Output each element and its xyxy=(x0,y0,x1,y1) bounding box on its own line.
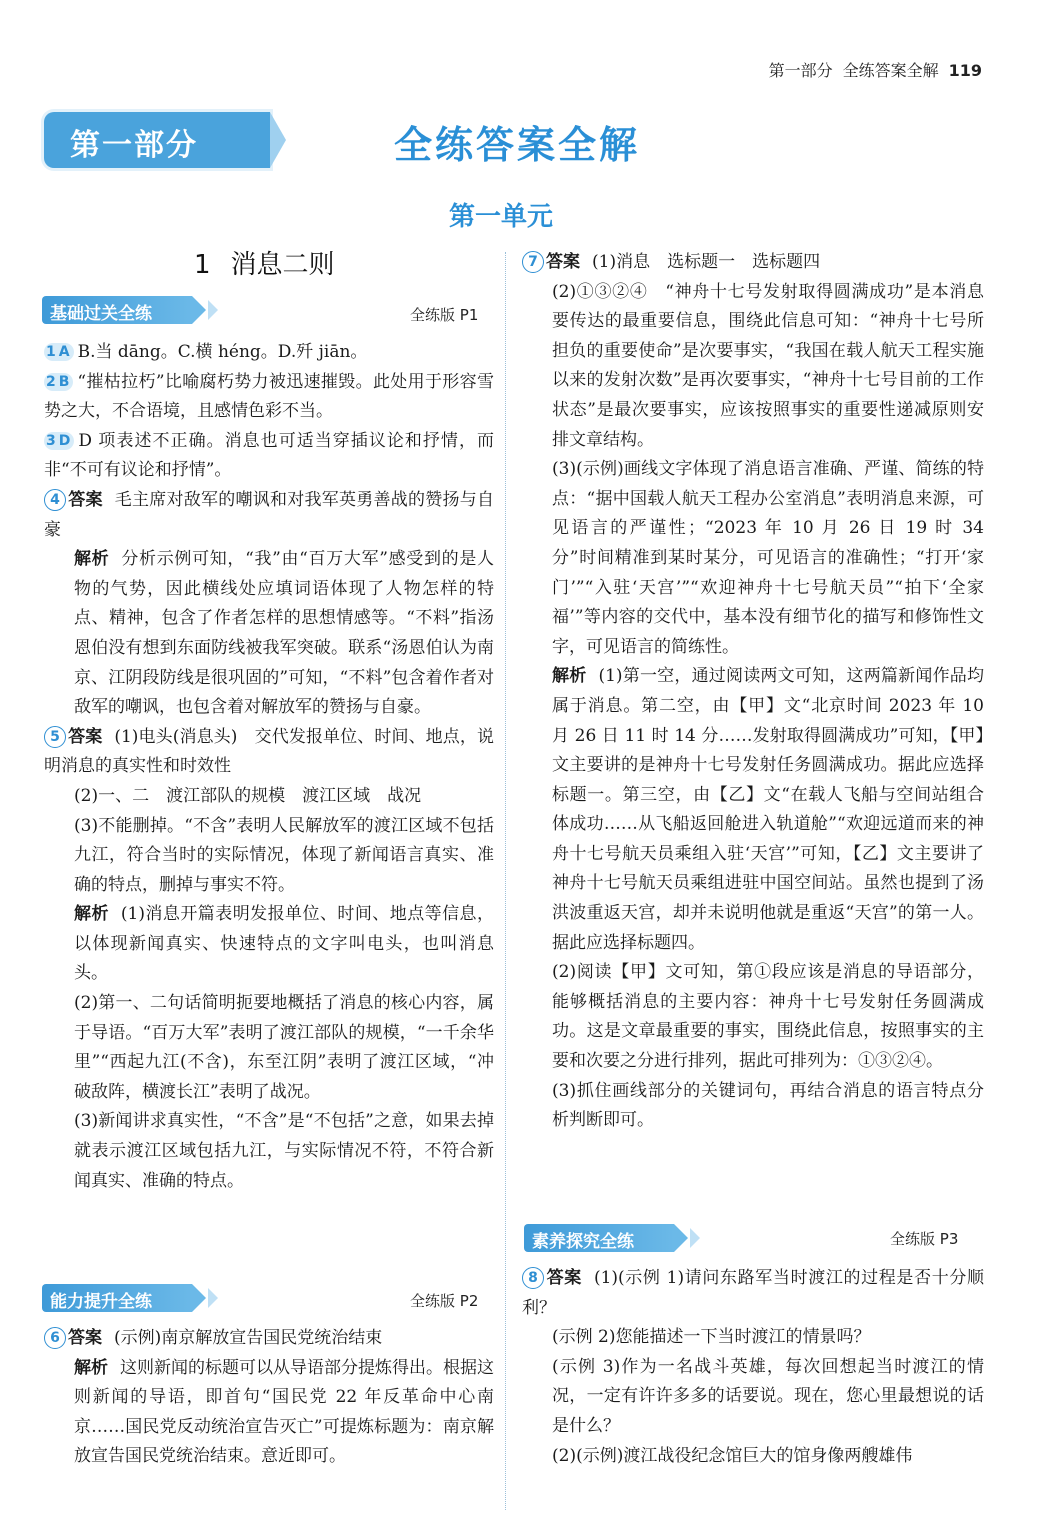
analysis-text: (1)第一空，通过阅读两文可知，这两篇新闻作品均属于消息。第二空，由【甲】文“北京时间 2023 年 10 月 26 日 11 时 14 分……发射取得圆满成功”可知，【甲】文主要讲的是神舟十七号发射任务圆满成功。据此应选择标题一。第三空，由【乙】文“在载人飞船与空间站组合体成功……从飞船返回舱进入轨道舱”“欢迎远道而来的神舟十七号航天员乘组入驻‘天宫’”可知，【乙】文主要讲了神舟十七号航天员乘组进驻中国空间站。虽然也提到了汤洪波重返天宫，却并未说明他就是重返“天宫”的第一人。据此应选择标题四。 xyxy=(552,666,984,953)
analysis-label: 解析 xyxy=(74,904,109,925)
question-text: “摧枯拉朽”比喻腐朽势力被迅速摧毁。此处用于形容雪势之大，不合语境，且感情色彩不当。 xyxy=(44,371,494,422)
question-badge: 3 D xyxy=(44,432,74,450)
answer-text: (示例 3)作为一名战斗英雄，每次回想起当时渡江的情况，一定有许许多多的话要说。现在，您心里最想说的话是什么？ xyxy=(552,1356,984,1436)
section-title: 能力提升全练 xyxy=(50,1292,152,1312)
answer-text: (3)不能删掉。“不含”表明人民解放军的渡江区域不包括九江，符合当时的实际情况，体现了新闻语言真实、准确的特点，删掉与事实不符。 xyxy=(74,815,494,895)
section-ref: 全练版 P2 xyxy=(410,1292,479,1310)
answer-text: (2)(示例)渡江战役纪念馆巨大的馆身像两艘雄伟 xyxy=(552,1445,913,1466)
analysis-label: 解析 xyxy=(74,549,110,570)
question-1 xyxy=(44,338,494,368)
question-number: 6 xyxy=(44,1327,66,1349)
question-5-analysis xyxy=(44,900,494,989)
question-number: 4 xyxy=(44,489,66,511)
analysis-label: 解析 xyxy=(74,1357,108,1378)
running-head xyxy=(759,58,982,81)
answer-label: 答案 xyxy=(68,489,103,510)
answer-text: (2)①③②④ “神舟十七号发射取得圆满成功”是本消息要传达的最重要信息，围绕此信息可知：“神舟十七号所担负的重要使命”是次要事实，“我国在载人航天工程实施以来的发射次数”是再次要事实，“神舟十七号目前的工作状态”是最次要事实，应该按照事实的重要性递减原则安排文章结构。 xyxy=(552,281,984,450)
lesson-title xyxy=(194,244,355,281)
answer-label: 答案 xyxy=(546,1268,582,1288)
right-column-q8 xyxy=(522,1264,984,1471)
section-title: 素养探究全练 xyxy=(532,1232,634,1252)
answer-text: (示例 2)您能描述一下当时渡江的情景吗？ xyxy=(552,1327,871,1348)
question-8-answer xyxy=(522,1264,984,1323)
analysis-text: (3)新闻讲求真实性，“不含”是“不包括”之意，如果去掉就表示渡江区域包括九江，与实际情况不符，不符合新闻真实、准确的特点。 xyxy=(74,1111,494,1191)
section-bar-basic xyxy=(42,296,192,324)
question-6-answer xyxy=(44,1324,494,1354)
section-bar-ability xyxy=(42,1284,192,1312)
question-7-analysis xyxy=(522,662,984,958)
section-title: 基础过关全练 xyxy=(50,304,152,324)
answer-label: 答案 xyxy=(68,1328,102,1348)
question-number: 5 xyxy=(44,726,66,748)
right-column-q7 xyxy=(522,248,984,1136)
analysis-text: 分析示例可知，“我”由“百万大军”感受到的是人物的气势，因此横线处应填词语体现了人物怎样的特点、精神，包含了作者怎样的思想情感等。“不料”指汤恩伯没有想到东面防线被我军突破。联系“汤恩伯认为南京、江阴段防线是很巩固的”可知，“不料”包含着作者对敌军的嘲讽，也包含着对解放军的赞扬与自豪。 xyxy=(74,549,495,718)
part-banner xyxy=(44,112,270,168)
answer-text: (示例)南京解放宣告国民党统治结束 xyxy=(114,1328,383,1348)
question-7-answer xyxy=(522,248,984,278)
left-column-basic xyxy=(44,338,494,1196)
question-text: B.当 dāng。C.横 héng。D.歼 jiān。 xyxy=(77,342,368,362)
analysis-text: (2)第一、二句话简明扼要地概括了消息的核心内容，属于导语。“百万大军”表明了渡江部队的规模，“一千余华里”“西起九江(不含)，东至江阴”表明了渡江区域，“冲破敌阵，横渡长江”表明了战况。 xyxy=(74,993,494,1102)
analysis-label: 解析 xyxy=(552,666,587,687)
answer-text: (2)一、二 渡江部队的规模 渡江区域 战况 xyxy=(74,785,422,806)
lesson-number: 1 xyxy=(194,250,211,280)
answer-text: (3)(示例)画线文字体现了消息语言准确、严谨、简练的特点：“据中国载人航天工程办公室消息”表明消息来源，可见语言的严谨性；“2023 年 10 月 26 日 19 时 34 分”时间精准到某时某分，可见语言的准确性；“打开‘家门’”“入驻‘天宫’”“欢迎神舟十七号航天员”“拍下‘全家福’”等内容的交代中，基本没有细节化的描写和修饰性文字，可见语言的简练性。 xyxy=(552,459,984,657)
question-4-analysis xyxy=(44,545,494,723)
section-ref: 全练版 P1 xyxy=(410,306,479,324)
running-head-section: 全练答案全解 xyxy=(842,61,939,80)
unit-title: 第一单元 xyxy=(449,202,554,232)
answer-text: (1)消息 选标题一 选标题四 xyxy=(592,252,821,272)
running-head-part: 第一部分 xyxy=(768,61,833,80)
page-number: 119 xyxy=(948,61,982,80)
column-divider xyxy=(505,252,506,1510)
question-badge: 2 B xyxy=(44,373,73,391)
section-ref: 全练版 P3 xyxy=(890,1230,959,1248)
left-column-ability xyxy=(44,1324,494,1472)
question-badge: 1 A xyxy=(44,343,74,361)
answer-label: 答案 xyxy=(546,252,580,272)
question-5-answer xyxy=(44,723,494,782)
analysis-text: (1)消息开篇表明发报单位、时间、地点等信息，以体现新闻真实、快速特点的文字叫电头，也叫消息头。 xyxy=(74,904,494,984)
answer-text: (1)(示例 1)请问东路军当时渡江的过程是否十分顺利？ xyxy=(522,1268,984,1318)
answer-text: (1)电头(消息头) 交代发报单位、时间、地点，说明消息的真实性和时效性 xyxy=(44,726,494,777)
answer-text: 毛主席对敌军的嘲讽和对我军英勇善战的赞扬与自豪 xyxy=(44,489,494,540)
banner-chevron-icon xyxy=(270,112,286,168)
analysis-text: 这则新闻的标题可以从导语部分提炼得出。根据这则新闻的导语，即首句“国民党 22 年反革命中心南京……国民党反动统治宣告灭亡”可提炼标题为：南京解放宣告国民党统治结束。意近即可。 xyxy=(74,1357,494,1467)
question-3 xyxy=(44,427,494,486)
part-label: 第一部分 xyxy=(70,128,198,163)
lesson-name: 消息二则 xyxy=(230,250,335,280)
question-6-analysis xyxy=(44,1354,494,1472)
section-bar-literacy xyxy=(524,1224,674,1252)
question-number: 8 xyxy=(522,1267,544,1289)
page-title: 全练答案全解 xyxy=(394,123,641,167)
question-2 xyxy=(44,368,494,427)
question-4-answer xyxy=(44,486,494,545)
analysis-text: (3)抓住画线部分的关键词句，再结合消息的语言特点分析判断即可。 xyxy=(552,1080,984,1131)
analysis-text: (2)阅读【甲】文可知，第①段应该是消息的导语部分，能够概括消息的主要内容：神舟十七号发射任务圆满成功。这是文章最重要的事实，围绕此信息，按照事实的主要和次要之分进行排列，据此可排列为：①③②④。 xyxy=(552,962,984,1072)
question-text: D 项表述不正确。消息也可适当穿插议论和抒情，而非“不可有议论和抒情”。 xyxy=(44,430,494,481)
question-number: 7 xyxy=(522,251,544,273)
answer-label: 答案 xyxy=(68,726,103,747)
